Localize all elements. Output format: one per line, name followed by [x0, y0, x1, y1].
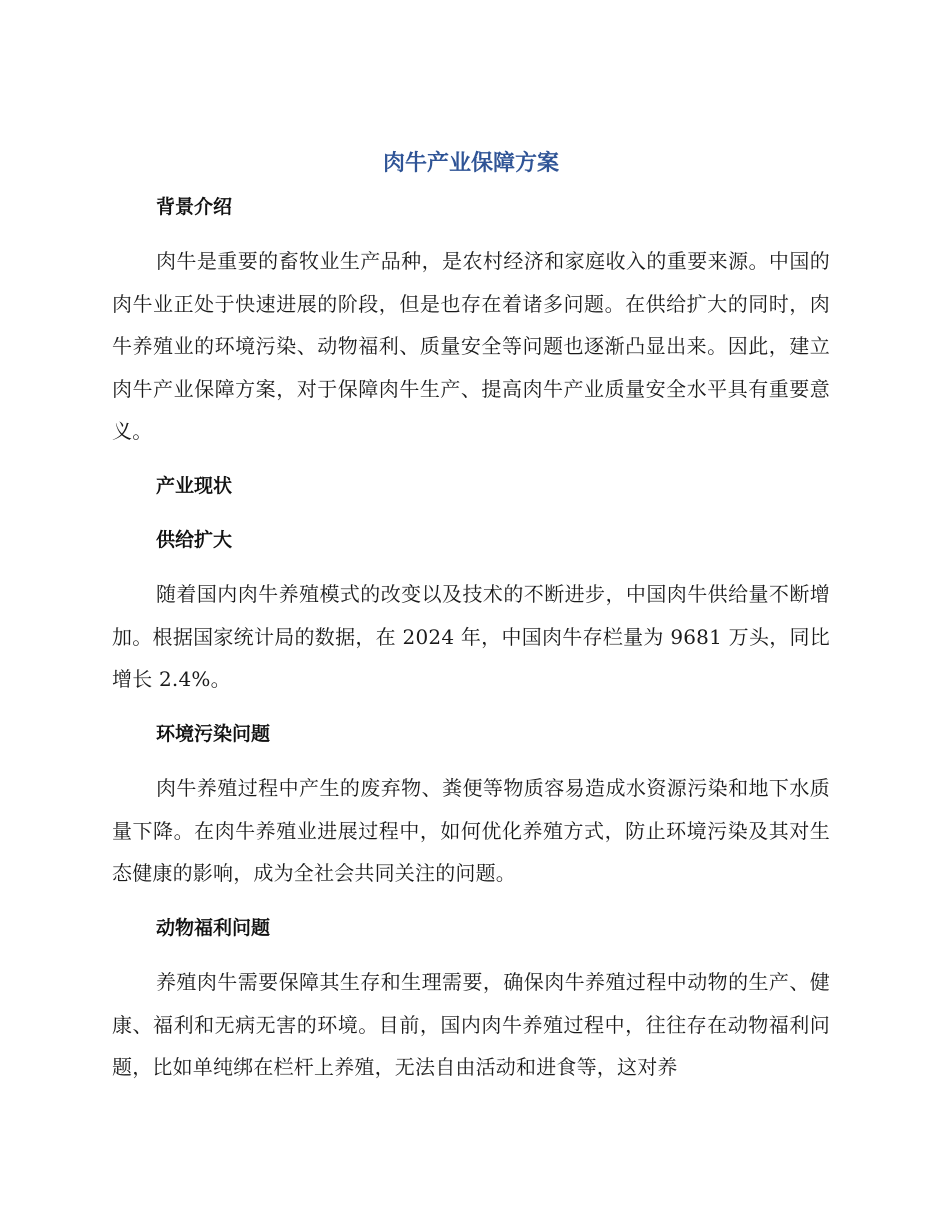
section-heading-supply-expansion: 供给扩大 [156, 529, 233, 551]
section-heading-background: 背景介绍 [156, 196, 233, 218]
section-heading-industry-status: 产业现状 [156, 475, 233, 497]
paragraph-supply-expansion: 随着国内肉牛养殖模式的改变以及技术的不断进步，中国肉牛供给量不断增加。根据国家统计局的数据，在 2024 年，中国肉牛存栏量为 9681 万头，同比增长 2.4%。 [112, 582, 830, 691]
paragraph-animal-welfare: 养殖肉牛需要保障其生存和生理需要，确保肉牛养殖过程中动物的生产、健康、福利和无病无害的环境。目前，国内肉牛养殖过程中，往往存在动物福利问题，比如单纯绑在栏杆上养殖，无法自由活动和进食等，这对养 [112, 970, 830, 1079]
section-heading-environmental-pollution: 环境污染问题 [156, 723, 271, 745]
document-title: 肉牛产业保障方案 [382, 151, 559, 176]
paragraph-background: 肉牛是重要的畜牧业生产品种，是农村经济和家庭收入的重要来源。中国的肉牛业正处于快速进展的阶段，但是也存在着诸多问题。在供给扩大的同时，肉牛养殖业的环境污染、动物福利、质量安全等问题也逐渐凸显出来。因此，建立肉牛产业保障方案，对于保障肉牛生产、提高肉牛产业质量安全水平具有重要意义。 [112, 249, 830, 443]
paragraph-environmental-pollution: 肉牛养殖过程中产生的废弃物、粪便等物质容易造成水资源污染和地下水质量下降。在肉牛养殖业进展过程中，如何优化养殖方式，防止环境污染及其对生态健康的影响，成为全社会共同关注的问题。 [112, 776, 830, 885]
section-heading-animal-welfare: 动物福利问题 [156, 917, 271, 939]
